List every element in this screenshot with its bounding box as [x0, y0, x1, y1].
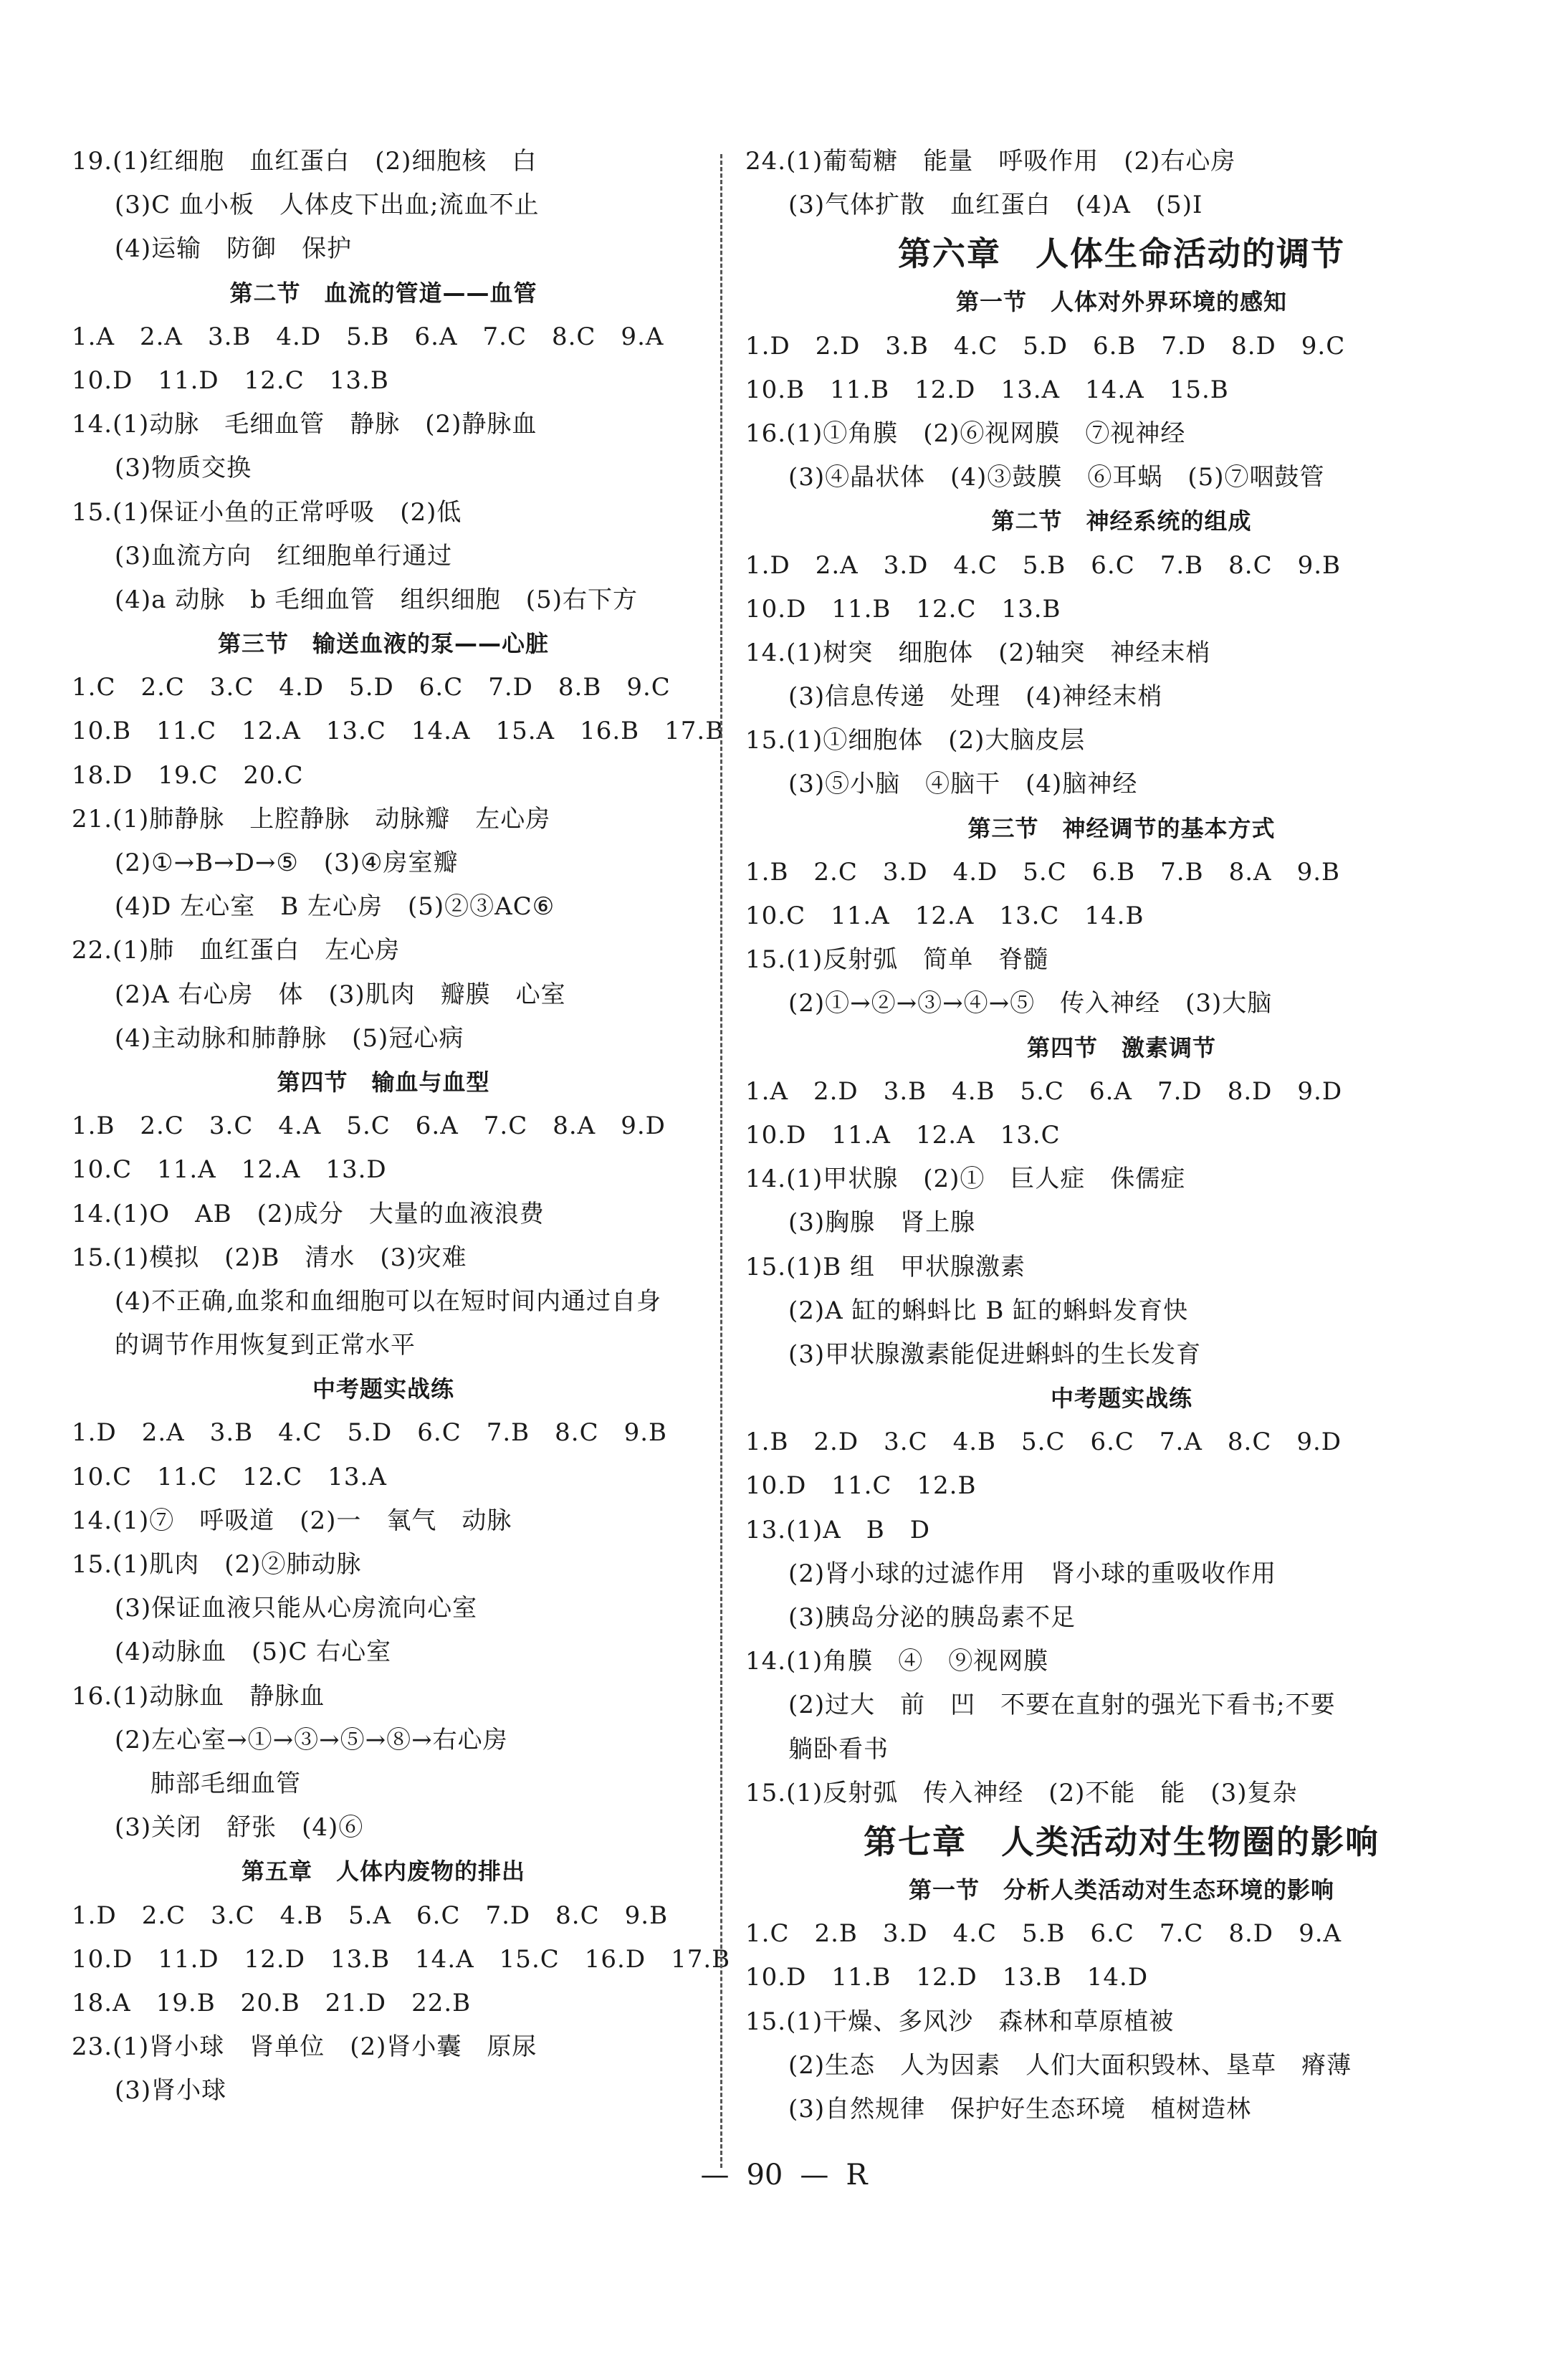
answer-text: (2)生态 人为因素 人们大面积毁林、垦草 瘠薄 [788, 2050, 1352, 2080]
answer-text: (2)过大 前 凹 不要在直射的强光下看书;不要 [788, 1691, 1336, 1720]
answer-line [72, 1193, 695, 1236]
answer-line [745, 631, 1498, 675]
answer-text: 13.(1)A B D [745, 1515, 931, 1544]
answer-line [745, 1420, 1498, 1464]
answer-line [745, 719, 1498, 763]
section-heading: 第三节 神经调节的基本方式 [967, 814, 1276, 842]
chapter-heading: 第七章 人类活动对生物圈的影响 [864, 1822, 1380, 1861]
answer-text: 16.(1)动脉血 静脉血 [72, 1681, 325, 1711]
answer-text: 10.B 11.C 12.A 13.C 14.A 15.A 16.B 17.B [72, 717, 725, 746]
answer-text: (3)胰岛分泌的胰岛素不足 [788, 1603, 1076, 1632]
answer-line [745, 1201, 1498, 1245]
answer-line [72, 1675, 695, 1719]
answer-text: 10.B 11.B 12.D 13.A 14.A 15.B [745, 375, 1229, 404]
answer-line [72, 1280, 695, 1324]
answer-line [745, 412, 1498, 456]
answer-text: 15.(1)B 组 甲状腺激素 [745, 1252, 1026, 1281]
section-heading: 第四节 激素调节 [1026, 1033, 1216, 1061]
answer-line [745, 675, 1498, 719]
answer-text: 10.D 11.B 12.D 13.B 14.D [745, 1963, 1149, 1992]
answer-text: (3)气体扩散 血红蛋白 (4)A (5)I [788, 191, 1203, 220]
page-number: 90 [746, 2159, 783, 2192]
answer-line [745, 1912, 1498, 1956]
answer-line [745, 325, 1498, 368]
answer-text: (3)肾小球 [115, 2076, 227, 2106]
answer-text: 10.D 11.C 12.B [745, 1471, 977, 1501]
page-footer [0, 2159, 1568, 2192]
chapter-heading: 第六章 人体生命活动的调节 [898, 234, 1345, 274]
answer-line [745, 1728, 1498, 1772]
answer-text: 14.(1)动脉 毛细血管 静脉 (2)静脉血 [72, 410, 537, 439]
section-heading: 第五章 人体内废物的排出 [241, 1858, 525, 1886]
answer-text: (3)保证血液只能从心房流向心室 [115, 1594, 478, 1623]
answer-line [72, 841, 695, 885]
answer-text: 10.C 11.A 12.A 13.C 14.B [745, 902, 1144, 930]
answer-text: (2)肾小球的过滤作用 肾小球的重吸收作用 [788, 1559, 1277, 1588]
answer-text: 16.(1)①角膜 (2)⑥视网膜 ⑦视神经 [745, 419, 1186, 448]
section-heading: 第四节 输血与血型 [277, 1068, 490, 1096]
answer-line [72, 1499, 695, 1543]
answer-line [72, 2025, 695, 2069]
answer-text: (4)动脉血 (5)C 右心室 [115, 1638, 392, 1667]
answer-line [745, 140, 1498, 183]
answer-text: (4)D 左心室 B 左心房 (5)②③AC⑥ [115, 892, 555, 922]
answer-line [72, 1806, 695, 1850]
answer-line [72, 2069, 695, 2113]
answer-text: 1.B 2.C 3.D 4.D 5.C 6.B 7.B 8.A 9.B [745, 857, 1340, 887]
answer-text: 1.C 2.B 3.D 4.C 5.B 6.C 7.C 8.D 9.A [745, 1919, 1342, 1949]
answer-text: 14.(1)⑦ 呼吸道 (2)一 氧气 动脉 [72, 1506, 512, 1535]
section-heading: 第二节 神经系统的组成 [991, 507, 1252, 535]
answer-line [72, 1762, 695, 1806]
answer-line [72, 798, 695, 841]
answer-text: 14.(1)甲状腺 (2)① 巨人症 侏儒症 [745, 1165, 1186, 1194]
answer-text: 21.(1)肺静脉 上腔静脉 动脉瓣 左心房 [72, 804, 551, 833]
answer-text: (3)C 血小板 人体皮下出血;流血不止 [115, 191, 540, 220]
answer-text: (2)①→②→③→④→⑤ 传入神经 (3)大脑 [788, 989, 1273, 1018]
answer-line [72, 754, 695, 798]
answer-text: (3)④晶状体 (4)③鼓膜 ⑥耳蜗 (5)⑦咽鼓管 [788, 463, 1325, 492]
answer-line [72, 666, 695, 709]
answer-line [72, 1017, 695, 1061]
answer-line [745, 1246, 1498, 1289]
answer-text: (3)血流方向 红细胞单行通过 [115, 541, 453, 570]
answer-text: (4)运输 防御 保护 [115, 234, 353, 264]
answer-text: (4)主动脉和肺静脉 (5)冠心病 [115, 1023, 464, 1053]
answer-text: 1.D 2.A 3.B 4.C 5.D 6.C 7.B 8.C 9.B [72, 1418, 668, 1448]
answer-line [745, 851, 1498, 894]
answer-text: 肺部毛细血管 [150, 1769, 301, 1798]
answer-line [72, 140, 695, 183]
answer-text: (2)左心室→①→③→⑤→⑧→右心房 [115, 1725, 508, 1754]
answer-line [745, 1464, 1498, 1508]
answer-line [745, 1289, 1498, 1333]
footer-dash-right: — [800, 2159, 829, 2192]
answer-line [745, 1683, 1498, 1727]
answer-text: 10.D 11.D 12.D 13.B 14.A 15.C 16.D 17.B [72, 1944, 731, 1974]
answer-text: 15.(1)反射弧 传入神经 (2)不能 能 (3)复杂 [745, 1778, 1298, 1807]
answer-line [72, 227, 695, 271]
answer-line [745, 938, 1498, 982]
answer-text: 1.C 2.C 3.C 4.D 5.D 6.C 7.D 8.B 9.C [72, 673, 671, 702]
section-heading: 第一节 人体对外界环境的感知 [955, 288, 1287, 316]
answer-line [745, 1509, 1498, 1552]
answer-line [745, 544, 1498, 588]
answer-line [745, 1552, 1498, 1596]
answer-line [745, 1157, 1498, 1201]
answer-line [745, 1070, 1498, 1114]
section-heading: 第三节 输送血液的泵——心脏 [217, 630, 549, 658]
answer-text: 1.D 2.C 3.C 4.B 5.A 6.C 7.D 8.C 9.B [72, 1901, 669, 1930]
edition-mark: R [846, 2159, 868, 2192]
answer-line [72, 1236, 695, 1280]
answer-line [745, 2044, 1498, 2088]
answer-line [745, 588, 1498, 631]
section-heading: 中考题实战练 [1050, 1385, 1192, 1413]
section-heading: 第二节 血流的管道——血管 [229, 279, 537, 307]
section-heading: 中考题实战练 [312, 1375, 454, 1403]
answer-line [72, 885, 695, 929]
answer-line [72, 1938, 731, 1982]
answer-text: (4)不正确,血浆和血细胞可以在短时间内通过自身 [115, 1286, 661, 1316]
answer-text: 1.D 2.A 3.D 4.C 5.B 6.C 7.B 8.C 9.B [745, 550, 1342, 580]
answer-line [72, 315, 695, 359]
answer-text: 10.D 11.B 12.C 13.B [745, 594, 1061, 623]
footer-dash-left: — [700, 2159, 730, 2192]
answer-line [72, 1104, 695, 1148]
answer-text: 10.C 11.A 12.A 13.D [72, 1155, 387, 1185]
answer-line [72, 1456, 695, 1499]
answer-text: 15.(1)干燥、多风沙 森林和草原植被 [745, 2007, 1175, 2036]
answer-line [745, 894, 1498, 938]
answer-text: 19.(1)红细胞 血红蛋白 (2)细胞核 白 [72, 147, 537, 176]
answer-line [72, 1324, 695, 1367]
answer-line [745, 763, 1498, 806]
answer-line [72, 1719, 695, 1762]
answer-text: 22.(1)肺 血红蛋白 左心房 [72, 936, 401, 965]
answer-line [745, 2000, 1498, 2044]
answer-text: 15.(1)保证小鱼的正常呼吸 (2)低 [72, 497, 462, 527]
answer-text: (3)甲状腺激素能促进蝌蚪的生长发育 [788, 1339, 1202, 1369]
answer-text: (4)a 动脉 b 毛细血管 组织细胞 (5)右下方 [115, 585, 638, 614]
answer-line [72, 1148, 695, 1192]
answer-text: (3)胸腺 肾上腺 [788, 1208, 976, 1238]
answer-text: (2)①→B→D→⑤ (3)④房室瓣 [115, 849, 459, 877]
answer-text: (3)物质交换 [115, 454, 252, 483]
answer-text: 15.(1)肌肉 (2)②肺动脉 [72, 1550, 362, 1579]
answer-text: 24.(1)葡萄糖 能量 呼吸作用 (2)右心房 [745, 147, 1236, 176]
answer-text: 10.C 11.C 12.C 13.A [72, 1462, 387, 1491]
answer-line [72, 578, 695, 622]
answer-line [72, 183, 695, 227]
answer-text: (3)⑤小脑 ④脑干 (4)脑神经 [788, 770, 1138, 799]
answer-text: 1.A 2.D 3.B 4.B 5.C 6.A 7.D 8.D 9.D [745, 1076, 1343, 1106]
answer-text: 1.B 2.D 3.C 4.B 5.C 6.C 7.A 8.C 9.D [745, 1428, 1342, 1457]
answer-text: 14.(1)树突 细胞体 (2)轴突 神经末梢 [745, 638, 1211, 667]
answer-text: 1.A 2.A 3.B 4.D 5.B 6.A 7.C 8.C 9.A [72, 322, 664, 351]
answer-line [72, 446, 695, 490]
answer-text: 15.(1)模拟 (2)B 清水 (3)灾难 [72, 1243, 467, 1272]
answer-text: 10.D 11.A 12.A 13.C [745, 1120, 1061, 1150]
answer-text: 躺卧看书 [788, 1734, 889, 1764]
answer-line [72, 403, 695, 446]
answer-text: 的调节作用恢复到正常水平 [115, 1331, 416, 1360]
answer-line [72, 535, 695, 578]
answer-text: 18.A 19.B 20.B 21.D 22.B [72, 1988, 472, 2017]
answer-text: (3)自然规律 保护好生态环境 植树造林 [788, 2094, 1252, 2123]
answer-line [745, 1114, 1498, 1157]
answer-text: 23.(1)肾小球 肾单位 (2)肾小囊 原尿 [72, 2032, 537, 2062]
answer-line [745, 1956, 1498, 1999]
answer-text: (3)关闭 舒张 (4)⑥ [115, 1813, 364, 1843]
answer-line [72, 1630, 695, 1674]
answer-text: (2)A 右心房 体 (3)肌肉 瓣膜 心室 [115, 980, 566, 1009]
answer-line [745, 982, 1498, 1026]
answer-text: 1.D 2.D 3.B 4.C 5.D 6.B 7.D 8.D 9.C [745, 331, 1346, 360]
answer-text: (2)A 缸的蝌蚪比 B 缸的蝌蚪发育快 [788, 1296, 1189, 1325]
answer-line [745, 2088, 1498, 2131]
answer-text: 14.(1)角膜 ④ ⑨视网膜 [745, 1647, 1049, 1676]
answer-text: 10.D 11.D 12.C 13.B [72, 365, 389, 395]
answer-line [745, 456, 1498, 500]
answer-text: (3)信息传递 处理 (4)神经末梢 [788, 682, 1163, 712]
answer-line [745, 1772, 1498, 1815]
left-column [72, 140, 731, 2113]
right-column [745, 140, 1498, 2131]
answer-line [745, 1333, 1498, 1377]
answer-line [72, 709, 725, 753]
answer-line [72, 1411, 695, 1455]
answer-line [72, 1587, 695, 1630]
section-heading: 第一节 分析人类活动对生态环境的影响 [908, 1876, 1334, 1903]
answer-line [72, 359, 695, 403]
answer-line [72, 1894, 695, 1938]
answer-line [745, 368, 1498, 412]
answer-line [745, 1640, 1498, 1683]
answer-line [72, 973, 695, 1017]
answer-text: 15.(1)反射弧 简单 脊髓 [745, 945, 1049, 975]
answer-text: 14.(1)O AB (2)成分 大量的血液浪费 [72, 1199, 545, 1228]
answer-text: 15.(1)①细胞体 (2)大脑皮层 [745, 726, 1086, 755]
answer-line [72, 491, 695, 535]
answer-text: 18.D 19.C 20.C [72, 760, 304, 790]
answer-line [72, 929, 695, 973]
answer-text: 1.B 2.C 3.C 4.A 5.C 6.A 7.C 8.A 9.D [72, 1112, 666, 1141]
column-divider [720, 154, 722, 2168]
answer-line [745, 183, 1498, 227]
answer-line [72, 1982, 695, 2025]
answer-line [745, 1596, 1498, 1640]
answer-line [72, 1543, 695, 1587]
